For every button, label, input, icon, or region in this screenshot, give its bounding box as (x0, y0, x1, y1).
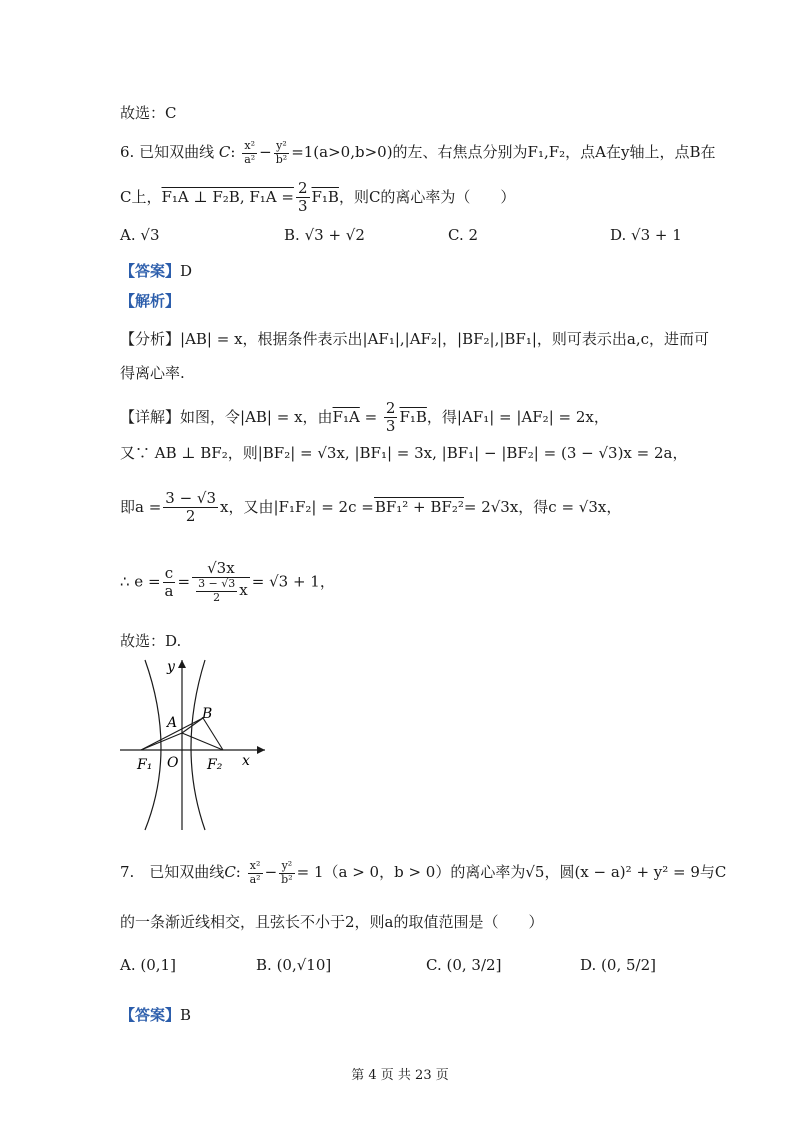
label-o: O (167, 755, 179, 771)
label-y: y (167, 659, 175, 675)
label-f2: F₂ (207, 757, 223, 773)
xiangjie-tag: 【详解】 (120, 407, 181, 426)
q6-line2-cond: F₁A ⊥ F₂B, F₁A = (161, 187, 294, 206)
q6-xiangjie1: 【详解】如图，令|AB| = x，由F₁A = $\frac{2}{3}$ F₁B，得|AF₁| = |AF₂| = 2x， (120, 399, 609, 436)
q6-line2-prefix: C上， (120, 187, 162, 206)
hyperbola-figure (115, 655, 275, 835)
q7-option-a: A. (0,1] (120, 956, 176, 974)
q6-option-a: A. √3 (120, 226, 160, 244)
q6-xiangjie3: 即a = $\frac{3 - √3}{2}$ x，又由|F₁F₂| = 2c =BF₁² + BF₂²= 2√3x，得c = √3x， (120, 489, 622, 526)
q7-answer: 【答案】B (120, 1006, 192, 1024)
q6-frac-23: $\frac{2}{3}$ (297, 179, 308, 216)
q6-final: 故选：D. (120, 632, 182, 650)
q6-frac-x: $\frac{\text{x²}}{\text{a²}}$ (244, 139, 256, 166)
q7-option-d: D. (0, 5/2] (580, 956, 656, 974)
q7-line2: 的一条渐近线相交，且弦长不小于2，则a的取值范围是（ ） (120, 913, 544, 931)
fenxi-text: |AB| = x，根据条件表示出|AF₁|,|AF₂|，|BF₂|,|BF₁|，则可表示出a,c，进而可 (180, 330, 710, 348)
q6-option-d: D. √3 + 1 (610, 226, 682, 244)
page-footer: 第 4 页 共 23 页 (351, 1068, 449, 1083)
q6-option-b: B. √3 + √2 (284, 226, 365, 244)
q6-answer (120, 264, 192, 279)
q6-curve: C (218, 143, 231, 162)
q7-option-c: C. (0, 3/2] (426, 956, 502, 974)
q6-fenxi (120, 332, 709, 347)
q6-option-c: C. 2 (448, 226, 479, 244)
label-a: A (167, 715, 178, 731)
x-axis-arrow (257, 746, 265, 754)
label-x: x (242, 753, 250, 769)
fenxi-tag: 【分析】 (120, 330, 181, 348)
q6-line1-suffix: 的左、右焦点分别为F₁,F₂，点A在y轴上，点B在 (392, 143, 716, 162)
q6-xiangjie2: 又∵ AB ⊥ BF₂，则|BF₂| = √3x, |BF₁| = 3x, |BF₁| − |BF₂| = (3 − √3)x = 2a， (120, 444, 688, 462)
q6-line1: 6. 已知双曲线 C: $\frac{\text{x²}}{\text{a²}}$ − $\frac{\text{y²}}{\text{b²}}$ =1(a>0,b>0)的左、右焦点分别为F₁,F₂，点A在y轴上，点B在 (120, 139, 716, 166)
q7-line1: 7. 已知双曲线C: $\frac{\text{x²}}{\text{a²}}$ − $\frac{\text{y²}}{\text{b²}}$ = 1（a > 0，b > 0）的离心率为√5，圆(x − a)² + y² = 9与C (120, 859, 727, 886)
q6-xiangjie4: ∴ e = $\frac{c}{a}$ = √3x $\frac{3 - √3}{2}$ x = √3 + 1， (120, 559, 335, 604)
q6-frac-y: $\frac{\text{y²}}{\text{b²}}$ (275, 139, 288, 166)
line-a-f2 (182, 733, 223, 750)
q6-line2: C上，F₁A ⊥ F₂B, F₁A = $\frac{2}{3}$ F₁B，则C的离心率为（ ） (120, 179, 516, 216)
hyperbola-right-branch (191, 660, 205, 830)
label-f1: F₁ (137, 757, 153, 773)
q6-analysis (120, 294, 180, 309)
prev-answer: 故选：C (120, 104, 177, 122)
answer-value: D (180, 262, 193, 280)
line-b-f2 (203, 718, 223, 750)
q6-fenxi2: 得离心率. (120, 364, 185, 382)
q7-option-b: B. (0,√10] (256, 956, 332, 974)
analysis-tag: 【解析】 (120, 292, 181, 310)
label-b: B (202, 706, 213, 722)
y-axis-arrow (178, 660, 186, 668)
q6-line2-suffix: ，则C的离心率为（ ） (338, 187, 516, 206)
q6-eq-cond: =1(a>0,b>0) (291, 143, 393, 162)
answer-tag: 【答案】 (120, 262, 181, 280)
q6-prefix: 6. 已知双曲线 (120, 143, 215, 162)
